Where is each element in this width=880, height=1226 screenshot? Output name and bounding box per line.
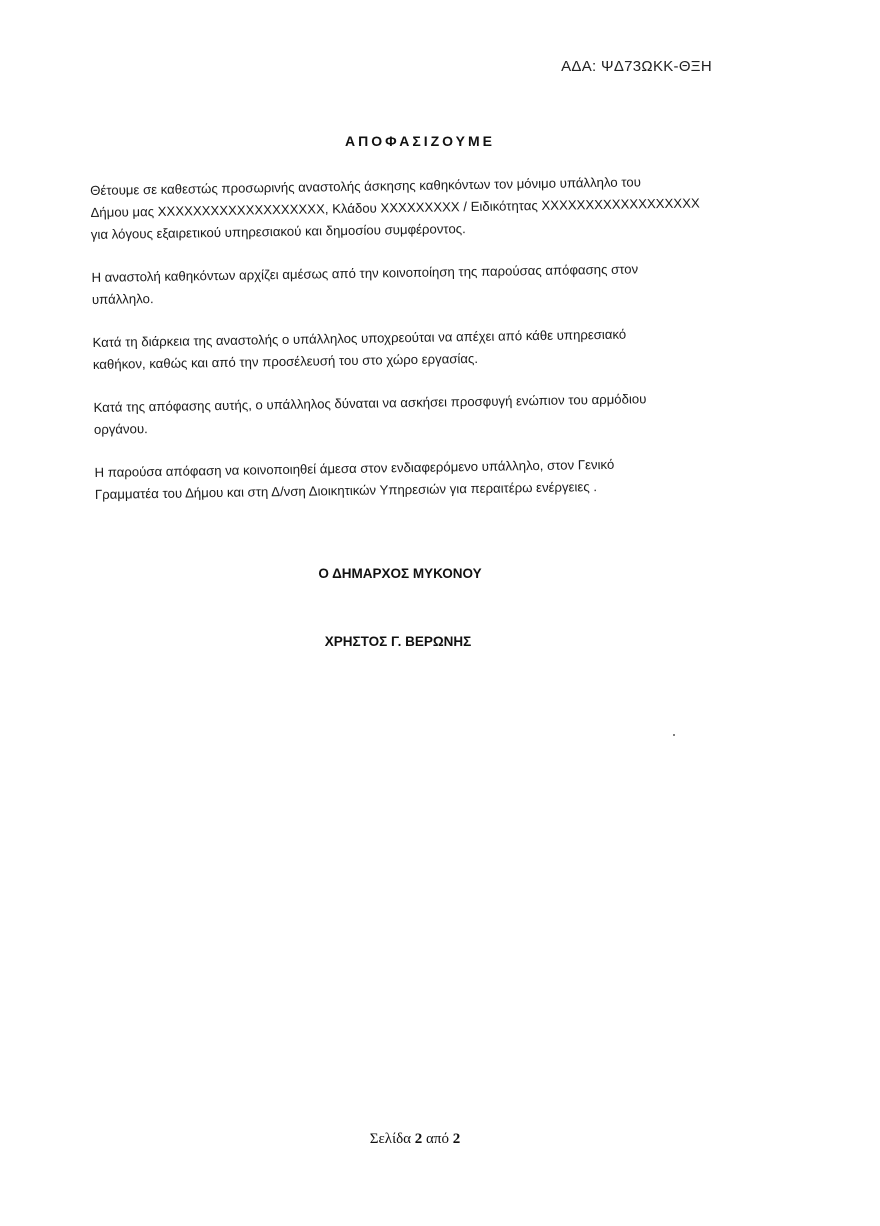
decision-body bbox=[90, 170, 755, 527]
paragraph-line: Δήμου μας XXXXXXXXXXXXXXXXXXX, Κλάδου XXXXXXXXX / Ειδικότητας XXXXXXXXXXXXXXXXXX bbox=[90, 195, 700, 220]
ada-code: ΑΔΑ: ΨΔ73ΩΚΚ-ΘΞΗ bbox=[561, 58, 712, 75]
paragraph-line: Κατά τη διάρκεια της αναστολής ο υπάλληλος υποχρεούται να απέχει από κάθε υπηρεσιακό bbox=[92, 326, 627, 350]
paragraph-line: Θέτουμε σε καθεστώς προσωρινής αναστολής άσκησης καθηκόντων τον μόνιμο υπάλληλο του bbox=[90, 174, 642, 198]
paragraph-line: υπάλληλο. bbox=[91, 291, 154, 307]
paragraph-line: Γραμματέα του Δήμου και στη Δ/νση Διοικητικών Υπηρεσιών για περαιτέρω ενέργειες . bbox=[94, 479, 598, 502]
paragraph-line: Η αναστολή καθηκόντων αρχίζει αμέσως από την κοινοποίηση της παρούσας απόφασης στον bbox=[91, 261, 639, 285]
page-label: Σελίδα bbox=[369, 1131, 412, 1147]
paragraph-line: για λόγους εξαιρετικού υπηρεσιακού και δημοσίου συμφέροντος. bbox=[90, 221, 466, 242]
paragraph-appeal bbox=[93, 387, 754, 441]
page-current: 2 bbox=[414, 1131, 423, 1147]
decision-heading: ΑΠΟΦΑΣΙΖΟΥΜΕ bbox=[344, 133, 496, 149]
paragraph-notification bbox=[94, 452, 755, 506]
paragraph-line: Η παρούσα απόφαση να κοινοποιηθεί άμεσα στον ενδιαφερόμενο υπάλληλο, στον Γενικό bbox=[94, 456, 615, 480]
paragraph-start bbox=[91, 257, 752, 311]
signature-name: ΧΡΗΣΤΟΣ Γ. ΒΕΡΩΝΗΣ bbox=[324, 634, 472, 649]
signature-title: Ο ΔΗΜΑΡΧΟΣ ΜΥΚΟΝΟΥ bbox=[318, 566, 482, 581]
paragraph-duties bbox=[92, 322, 753, 376]
paragraph-line: οργάνου. bbox=[93, 421, 148, 437]
scan-speck bbox=[673, 734, 675, 736]
page-number bbox=[0, 1131, 830, 1148]
paragraph-line: Κατά της απόφασης αυτής, ο υπάλληλος δύναται να ασκήσει προσφυγή ενώπιον του αρμόδιου bbox=[93, 391, 647, 415]
page-total: 2 bbox=[452, 1131, 461, 1147]
paragraph-suspension bbox=[90, 170, 751, 246]
paragraph-line: καθήκον, καθώς και από την προσέλευσή του στο χώρο εργασίας. bbox=[92, 350, 479, 372]
page-of: από bbox=[426, 1131, 449, 1147]
